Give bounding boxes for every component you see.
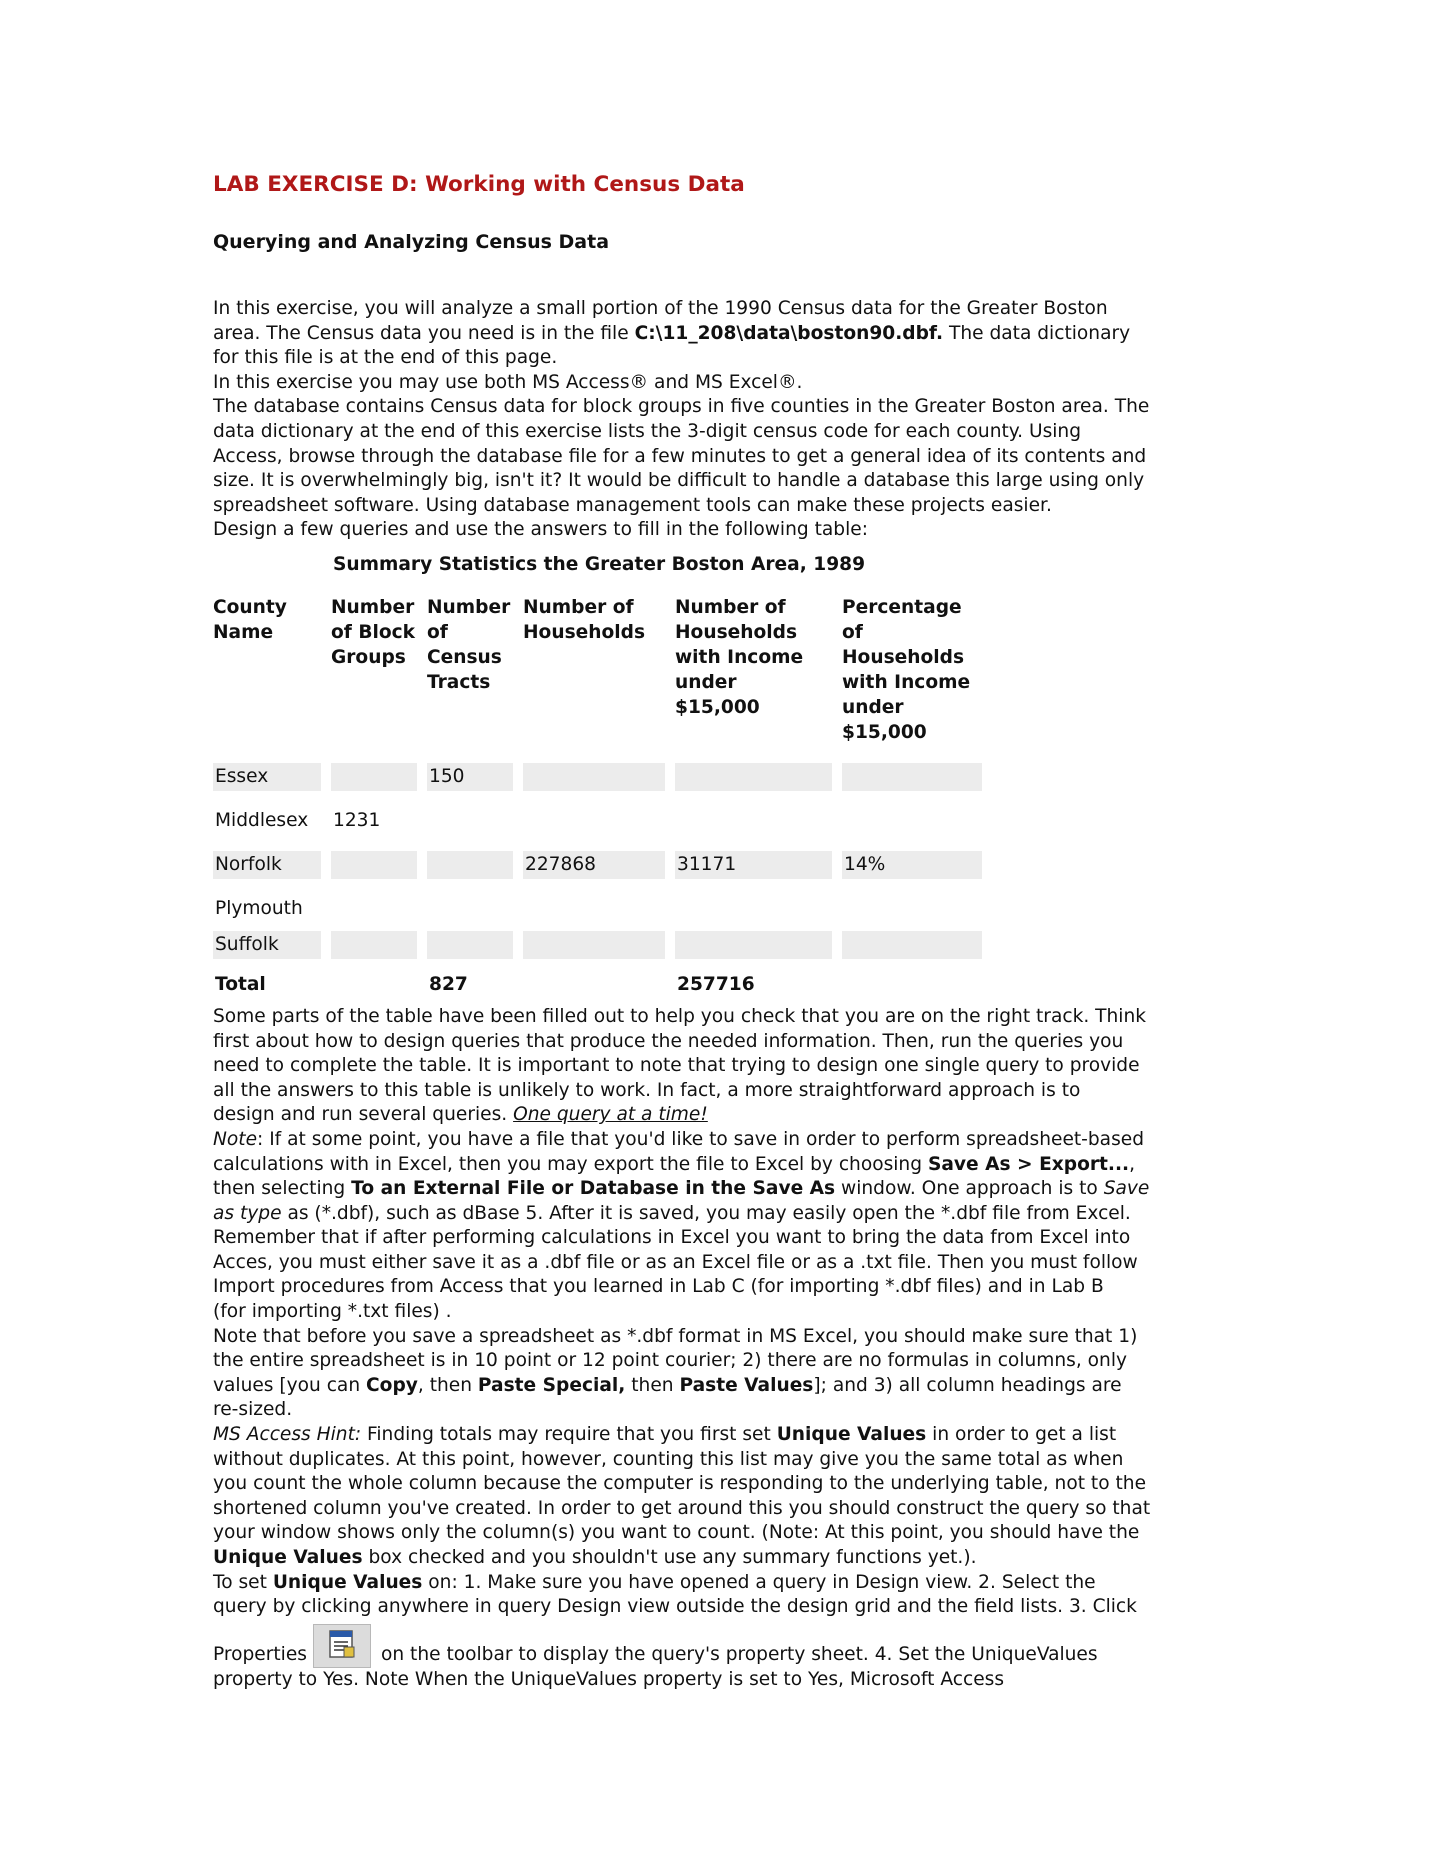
intro-section: [213, 297, 1253, 543]
percentage-cell: [842, 807, 992, 835]
households-cell: 227868: [523, 851, 675, 879]
page-subtitle: Querying and Analyzing Census Data: [213, 231, 610, 253]
block-groups-cell: [331, 971, 427, 999]
body-line: Note: If at some point, you have a file that you'd like to save in order to perform spreadsheet-based: [213, 1128, 1145, 1150]
percentage-cell: [842, 895, 992, 923]
county-name-cell: Essex: [213, 763, 331, 791]
page-title: LAB EXERCISE D: Working with Census Data: [213, 172, 745, 197]
body-line: first about how to design queries that produce the needed information. Then, run the queries you: [213, 1030, 1124, 1052]
body-line: To set Unique Values on: 1. Make sure you have opened a query in Design view. 2. Select the: [213, 1571, 1096, 1593]
percentage-cell: 14%: [842, 851, 992, 879]
table-row: [213, 895, 992, 923]
body-line: property to Yes. Note When the UniqueValues property is set to Yes, Microsoft Access: [213, 1668, 1005, 1690]
intro-line: data dictionary at the end of this exercise lists the 3-digit census code for each county. Using: [213, 420, 1082, 442]
table-total-row: [213, 971, 992, 999]
table-caption: Summary Statistics the Greater Boston Area, 1989: [333, 553, 866, 575]
emphasis-text: One query at a time!: [513, 1104, 708, 1126]
low-income-cell: 31171: [675, 851, 842, 879]
households-cell: [523, 895, 675, 923]
intro-line: for this file is at the end of this page.: [213, 347, 558, 369]
header-census-tracts: Number of Census Tracts: [427, 596, 511, 693]
county-name-cell: Total: [215, 973, 266, 995]
block-groups-cell: [331, 895, 427, 923]
body-line: need to complete the table. It is important to note that trying to design one single query to provide: [213, 1055, 1140, 1077]
body-line: then selecting To an External File or Database in the Save As window. One approach is to Save: [213, 1178, 1150, 1200]
header-low-income-households: Number of Households with Income under $15,000: [675, 596, 804, 718]
households-cell: [523, 807, 675, 835]
body-line: re-sized.: [213, 1399, 293, 1421]
body-line: design and run several queries. One query at a time!: [213, 1104, 708, 1126]
block-groups-cell: [331, 763, 427, 791]
block-groups-cell: 1231: [333, 809, 381, 831]
body-line: Some parts of the table have been filled out to help you check that you are on the right track. Think: [213, 1005, 1147, 1027]
county-name-cell: Norfolk: [213, 851, 331, 879]
intro-line: [213, 322, 1253, 347]
body-line: without duplicates. At this point, however, counting this list may give you the same total as when: [213, 1448, 1124, 1470]
intro-line: size. It is overwhelmingly big, isn't it? It would be difficult to handle a database this large using only: [213, 470, 1145, 492]
body-line: Properties on the toolbar to display the query's property sheet. 4. Set the UniqueValues: [213, 1630, 1253, 1668]
intro-line: In this exercise you may use both MS Access® and MS Excel®.: [213, 371, 803, 393]
body-line: you count the whole column because the computer is responding to the underlying table, not to the: [213, 1473, 1147, 1495]
body-line: Acces, you must either save it as a .dbf file or as an Excel file or as a .txt file. Then you must follow: [213, 1251, 1138, 1273]
tracts-cell: [427, 931, 523, 959]
block-groups-cell: [331, 851, 427, 879]
body-line: Note that before you save a spreadsheet as *.dbf format in MS Excel, you should make sure that 1): [213, 1325, 1138, 1347]
households-cell: [523, 971, 675, 999]
block-groups-cell: [331, 931, 427, 959]
body-line: Remember that if after performing calculations in Excel you want to bring the data from Excel into: [213, 1227, 1131, 1249]
body-line: calculations with in Excel, then you may export the file to Excel by choosing Save As > Export...,: [213, 1153, 1136, 1175]
percentage-cell: [842, 763, 992, 791]
percentage-cell: [842, 931, 992, 959]
header-block-groups: Number of Block Groups: [331, 596, 416, 668]
body-line: (for importing *.txt files) .: [213, 1301, 452, 1323]
county-name-cell: Plymouth: [215, 897, 303, 919]
county-name-cell: Suffolk: [213, 931, 331, 959]
tracts-cell: [427, 807, 523, 835]
tracts-cell: [427, 895, 523, 923]
tracts-cell: 827: [429, 973, 468, 995]
table-row: [213, 851, 992, 879]
intro-line: Access, browse through the database file for a few minutes to get a general idea of its contents and: [213, 445, 1147, 467]
percentage-cell: [842, 971, 992, 999]
body-line: all the answers to this table is unlikely to work. In fact, a more straightforward approach is to: [213, 1079, 1081, 1101]
table-header-row: [213, 593, 992, 763]
body-line: MS Access Hint: Finding totals may require that you first set Unique Values in order to get a list: [213, 1424, 1117, 1446]
low-income-cell: [675, 807, 842, 835]
households-cell: [523, 931, 675, 959]
instructions-section: [213, 1005, 1253, 1692]
header-percentage-low-income: Percentage of Households with Income under $15,000: [842, 596, 971, 743]
intro-text: area. The Census data you need is in the file: [213, 322, 635, 344]
table-row: [213, 931, 992, 959]
properties-icon-graphic: [314, 1625, 370, 1667]
households-cell: [523, 763, 675, 791]
county-name-cell: Middlesex: [215, 809, 309, 831]
summary-table: [213, 593, 992, 999]
header-households: Number of Households: [523, 596, 646, 643]
body-line: query by clicking anywhere in query Design view outside the design grid and the field lists. 3. Click: [213, 1596, 1137, 1618]
body-line: your window shows only the column(s) you want to count. (Note: At this point, you should have the: [213, 1522, 1140, 1544]
intro-line: Design a few queries and use the answers to fill in the following table:: [213, 519, 868, 541]
body-line: Import procedures from Access that you learned in Lab C (for importing *.dbf files) and in Lab B: [213, 1276, 1104, 1298]
body-line: shortened column you've created. In order to get around this you should construct the query so that: [213, 1497, 1151, 1519]
tracts-cell: 150: [427, 763, 523, 791]
body-line: as type as (*.dbf), such as dBase 5. After it is saved, you may easily open the *.dbf file from Excel.: [213, 1202, 1131, 1224]
body-line: the entire spreadsheet is in 10 point or 12 point courier; 2) there are no formulas in columns, only: [213, 1350, 1127, 1372]
low-income-cell: [675, 895, 842, 923]
low-income-cell: [675, 931, 842, 959]
table-row: [213, 763, 992, 791]
body-line: values [you can Copy, then Paste Special, then Paste Values]; and 3) all column headings are: [213, 1374, 1122, 1396]
header-county-name: County Name: [213, 596, 287, 643]
tracts-cell: [427, 851, 523, 879]
low-income-cell: 257716: [677, 973, 755, 995]
low-income-cell: [675, 763, 842, 791]
intro-line: spreadsheet software. Using database management tools can make these projects easier.: [213, 494, 1052, 516]
properties-toolbar-icon: [313, 1624, 371, 1668]
intro-line: The database contains Census data for block groups in five counties in the Greater Boston area. The: [213, 396, 1150, 418]
document-page: [213, 170, 1253, 1692]
file-path: C:\11_208\data\boston90.dbf.: [634, 322, 944, 344]
intro-text: The data dictionary: [943, 322, 1131, 344]
table-row: [213, 807, 992, 835]
body-line: Unique Values box checked and you shouldn't use any summary functions yet.).: [213, 1547, 977, 1568]
intro-line: In this exercise, you will analyze a small portion of the 1990 Census data for the Greater Boston: [213, 298, 1108, 319]
